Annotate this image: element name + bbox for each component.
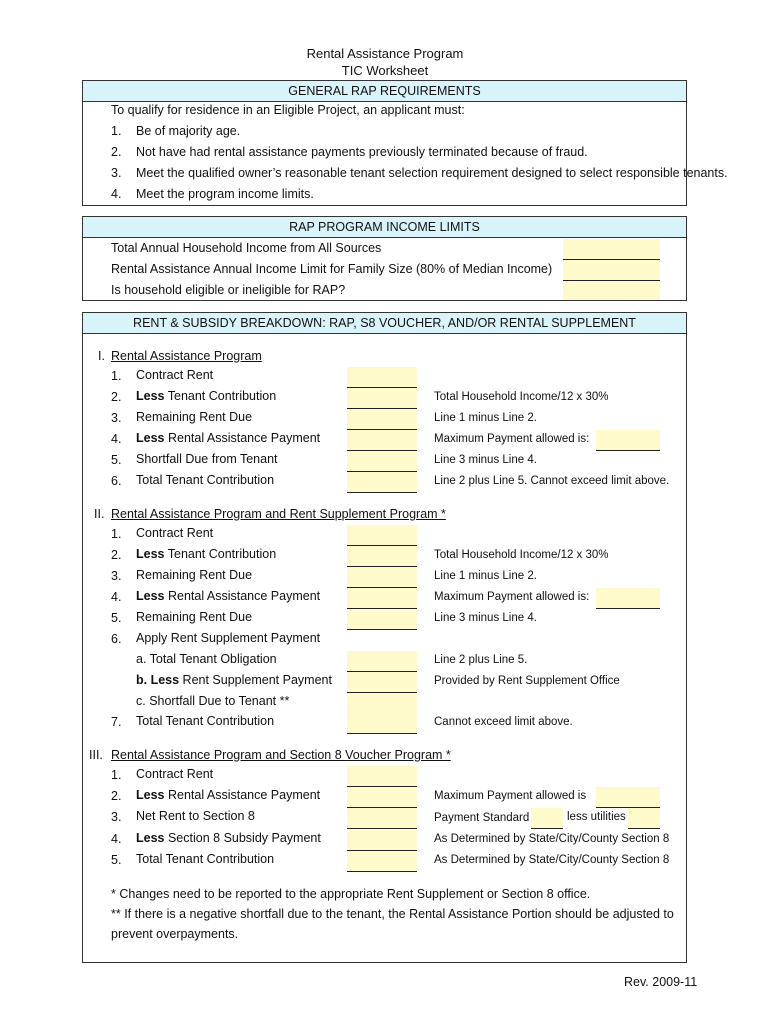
general-item-text: Meet the program income limits.	[136, 187, 314, 201]
line-number: 2.	[111, 548, 122, 562]
section-roman: II.	[94, 507, 105, 521]
line-note: Line 3 minus Line 4.	[434, 454, 537, 466]
line-label: Less Tenant Contribution	[136, 389, 277, 403]
income-limit-field[interactable]	[563, 260, 660, 281]
line-label: Contract Rent	[136, 767, 214, 781]
line-note: Maximum Payment allowed is	[434, 790, 587, 802]
line-note: As Determined by State/City/County Section 8	[434, 833, 670, 845]
line-label: Contract Rent	[136, 526, 214, 540]
line-label: Contract Rent	[136, 368, 214, 382]
general-item-num: 3.	[111, 166, 122, 180]
shortfall-due-field[interactable]	[347, 693, 417, 714]
line-note: Provided by Rent Supplement Office	[434, 675, 620, 687]
line-number: 5.	[111, 611, 122, 625]
line-number: 2.	[111, 789, 122, 803]
line-label: Apply Rent Supplement Payment	[136, 631, 321, 645]
line-label: Total Tenant Contribution	[136, 714, 275, 728]
line-label: Remaining Rent Due	[136, 568, 253, 582]
income-limits-heading: RAP PROGRAM INCOME LIMITS	[83, 217, 686, 238]
line-number: 1.	[111, 768, 122, 782]
general-item-num: 1.	[111, 124, 122, 138]
line-number: 4.	[111, 590, 122, 604]
general-item-text: Not have had rental assistance payments previously terminated because of fraud.	[136, 145, 588, 159]
line-note: Maximum Payment allowed is:	[434, 433, 590, 445]
general-item-num: 4.	[111, 187, 122, 201]
tenant-contribution-field[interactable]	[347, 546, 417, 567]
line-number: 2.	[111, 390, 122, 404]
section8-subsidy-field[interactable]	[347, 830, 417, 851]
revision-label: Rev. 2009-11	[624, 975, 698, 989]
contract-rent-field[interactable]	[347, 766, 417, 787]
line-number: 1.	[111, 369, 122, 383]
line-label: Total Tenant Contribution	[136, 852, 275, 866]
line-label: Less Rental Assistance Payment	[136, 589, 321, 603]
line-number: 4.	[111, 432, 122, 446]
line-note: Cannot exceed limit above.	[434, 716, 573, 728]
less-utilities-label: less utilities	[567, 811, 626, 823]
line-note: Line 2 plus Line 5. Cannot exceed limit above.	[434, 475, 670, 487]
total-tenant-contribution-field[interactable]	[347, 851, 417, 872]
line-label: Less Section 8 Subsidy Payment	[136, 831, 321, 845]
footnote-shortfall: ** If there is a negative shortfall due to the tenant, the Rental Assistance Portion should be adjusted to	[111, 907, 674, 921]
form-title: Rental Assistance Program	[306, 46, 464, 61]
line-note: Payment Standard	[434, 812, 530, 824]
line-number: 3.	[111, 810, 122, 824]
section-title: Rental Assistance Program and Rent Supplement Program *	[111, 507, 446, 521]
section-roman: III.	[89, 748, 103, 762]
line-number: 7.	[111, 715, 122, 729]
max-payment-field[interactable]	[596, 430, 660, 451]
total-annual-income-field[interactable]	[563, 239, 660, 260]
remaining-rent-field[interactable]	[347, 609, 417, 630]
line-label: Less Rental Assistance Payment	[136, 788, 321, 802]
contract-rent-field[interactable]	[347, 525, 417, 546]
line-number: 3.	[111, 569, 122, 583]
section-roman: I.	[98, 349, 105, 363]
line-note: As Determined by State/City/County Section 8	[434, 854, 670, 866]
tenant-contribution-field[interactable]	[347, 388, 417, 409]
general-item-text: Be of majority age.	[136, 124, 241, 138]
total-tenant-contribution-field[interactable]	[347, 472, 417, 493]
contract-rent-field[interactable]	[347, 367, 417, 388]
section-title: Rental Assistance Program	[111, 349, 262, 363]
total-tenant-obligation-field[interactable]	[347, 651, 417, 672]
income-limit-label: Total Annual Household Income from All Sources	[111, 241, 382, 255]
line-label: c. Shortfall Due to Tenant **	[136, 694, 290, 708]
general-intro: To qualify for residence in an Eligible Project, an applicant must:	[111, 103, 465, 117]
line-label: Net Rent to Section 8	[136, 809, 255, 823]
line-label: Less Rental Assistance Payment	[136, 431, 321, 445]
line-note: Line 1 minus Line 2.	[434, 412, 537, 424]
section-title: Rental Assistance Program and Section 8 Voucher Program *	[111, 748, 451, 762]
footnote-shortfall-cont: prevent overpayments.	[111, 927, 239, 941]
line-number: 1.	[111, 527, 122, 541]
general-requirements-heading: GENERAL RAP REQUIREMENTS	[83, 81, 686, 102]
form-subtitle: TIC Worksheet	[341, 63, 429, 78]
line-number: 5.	[111, 853, 122, 867]
line-note: Line 2 plus Line 5.	[434, 654, 528, 666]
line-note: Total Household Income/12 x 30%	[434, 549, 609, 561]
line-label: Shortfall Due from Tenant	[136, 452, 278, 466]
line-number: 5.	[111, 453, 122, 467]
rental-assistance-payment-field[interactable]	[347, 430, 417, 451]
remaining-rent-field[interactable]	[347, 567, 417, 588]
line-label: Total Tenant Contribution	[136, 473, 275, 487]
line-number: 3.	[111, 411, 122, 425]
line-number: 6.	[111, 474, 122, 488]
line-number: 6.	[111, 632, 122, 646]
net-rent-field[interactable]	[347, 808, 417, 829]
line-label: b. Less Rent Supplement Payment	[136, 673, 332, 687]
footnote-changes: * Changes need to be reported to the appropriate Rent Supplement or Section 8 office.	[111, 887, 591, 901]
general-item-text: Meet the qualified owner’s reasonable tenant selection requirement designed to select responsible tenants.	[136, 166, 728, 180]
line-number: 4.	[111, 832, 122, 846]
line-label: Remaining Rent Due	[136, 610, 253, 624]
max-payment-field[interactable]	[596, 588, 660, 609]
income-limit-label: Is household eligible or ineligible for RAP?	[111, 283, 346, 297]
line-note: Line 1 minus Line 2.	[434, 570, 537, 582]
eligibility-field[interactable]	[563, 281, 660, 300]
payment-standard-field[interactable]	[531, 808, 563, 829]
line-note: Maximum Payment allowed is:	[434, 591, 590, 603]
line-note: Total Household Income/12 x 30%	[434, 391, 609, 403]
line-note: Line 3 minus Line 4.	[434, 612, 537, 624]
remaining-rent-field[interactable]	[347, 409, 417, 430]
rental-assistance-payment-field[interactable]	[347, 787, 417, 808]
income-limit-label: Rental Assistance Annual Income Limit for Family Size (80% of Median Income)	[111, 262, 553, 276]
general-item-num: 2.	[111, 145, 122, 159]
line-label: Less Tenant Contribution	[136, 547, 277, 561]
rental-assistance-payment-field[interactable]	[347, 588, 417, 609]
line-label: Remaining Rent Due	[136, 410, 253, 424]
shortfall-field[interactable]	[347, 451, 417, 472]
rent-supplement-payment-field[interactable]	[347, 672, 417, 693]
utilities-field[interactable]	[628, 808, 660, 829]
max-payment-field[interactable]	[596, 787, 660, 808]
line-label: a. Total Tenant Obligation	[136, 652, 277, 666]
rent-subsidy-heading: RENT & SUBSIDY BREAKDOWN: RAP, S8 VOUCHER, AND/OR RENTAL SUPPLEMENT	[83, 313, 686, 334]
total-tenant-contribution-field[interactable]	[347, 713, 417, 734]
